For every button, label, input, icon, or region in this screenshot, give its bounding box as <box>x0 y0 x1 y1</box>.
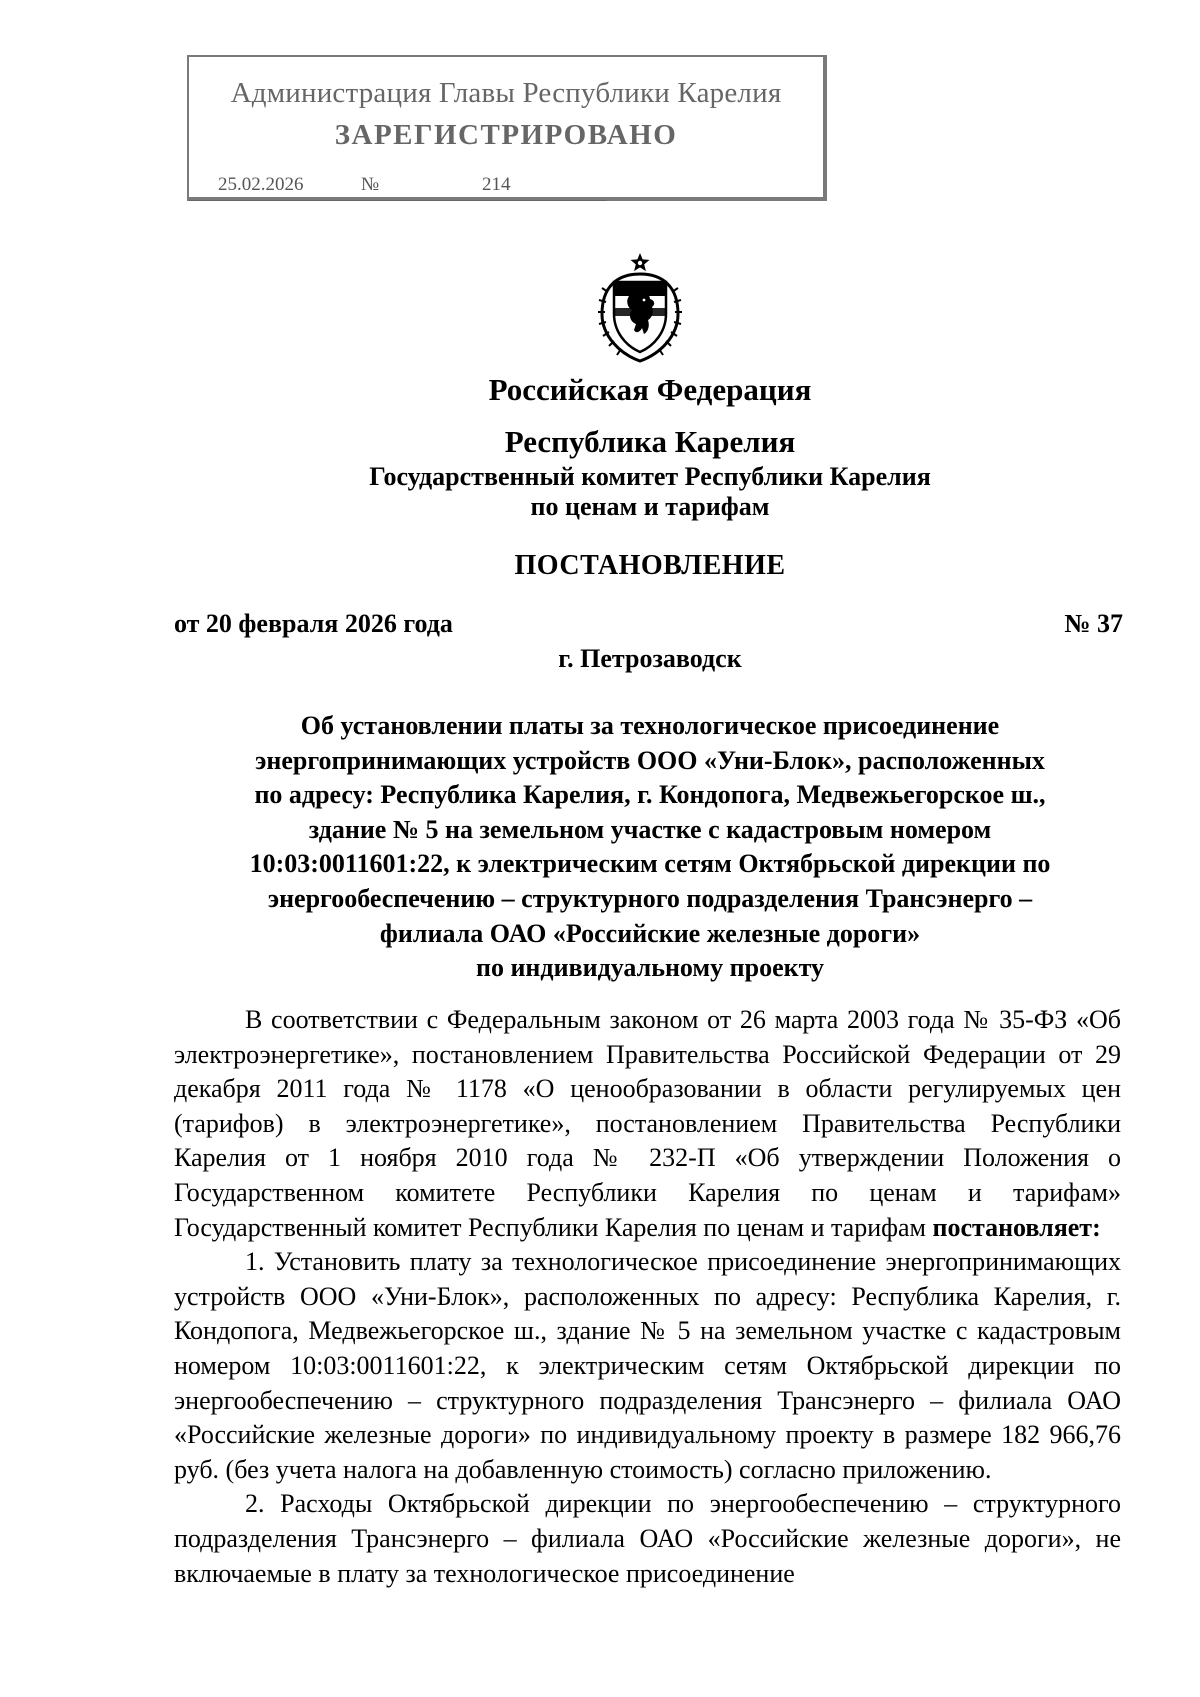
stamp-status: ЗАРЕГИСТРИРОВАНО <box>334 119 678 151</box>
preamble-decree-word: постановляет: <box>932 1212 1101 1242</box>
title-line: энергообеспечению – структурного подразделения Трансэнерго – <box>267 883 1033 913</box>
title-line: Об установлении платы за технологическое присоединение <box>300 711 1000 740</box>
document-city: г. Петрозаводск <box>558 644 742 673</box>
document-number: № 37 <box>1064 609 1123 638</box>
title-line: 10:03:0011601:22, к электрическим сетям Октябрьской дирекции по <box>249 849 1051 879</box>
stamp-number: 214 <box>482 174 511 195</box>
document-type: ПОСТАНОВЛЕНИЕ <box>514 550 786 581</box>
title-line: энергопринимающих устройств ООО «Уни-Блок», расположенных <box>255 745 1045 775</box>
title-line: по адресу: Республика Карелия, г. Кондопога, Медвежьегорское ш., <box>254 780 1046 810</box>
stamp-underline <box>189 200 607 201</box>
country-title: Российская Федерация <box>488 372 812 407</box>
document-date: от 20 февраля 2026 года <box>174 609 453 638</box>
committee-name-line1: Государственный комитет Республики Карелия <box>369 462 931 491</box>
karelia-coat-of-arms-icon <box>594 252 686 364</box>
item-2-paragraph: 2. Расходы Октябрьской дирекции по энергообеспечению – структурного подразделения Трансэнерго – филиала ОАО «Российские железные дороги», не включаемые в плату за технологическое присоединение <box>174 1489 1121 1588</box>
title-line: здание № 5 на земельном участке с кадастровым номером <box>308 814 992 844</box>
republic-title: Республика Карелия <box>504 424 796 459</box>
registration-stamp <box>187 55 827 201</box>
document-title <box>150 709 1150 986</box>
item-1-paragraph: 1. Установить плату за технологическое присоединение энергопринимающих устройств ООО «Уни-Блок», расположенных по адресу: Республика Карелия, г. Кондопога, Медвежьегорское ш., здание № 5 на земельном участке с кадастровым номером 10:03:0011601:22, к электрическим сетям Октябрьской дирекции по энергообеспечению – структурного подразделения Трансэнерго – филиала ОАО «Российские железные дороги» по индивидуальному проекту в размере 182 966,76 руб. (без учета налога на добавленную стоимость) согласно приложению. <box>174 1247 1121 1484</box>
stamp-organization: Администрация Главы Республики Карелия <box>230 77 782 109</box>
preamble-paragraph <box>174 1003 1121 1245</box>
stamp-date: 25.02.2026 <box>218 174 304 195</box>
title-line: по индивидуальному проекту <box>475 953 825 983</box>
document-body <box>174 1003 1121 1591</box>
stamp-number-sign: № <box>361 174 380 195</box>
preamble-text: В соответствии с Федеральным законом от 26 марта 2003 года № 35-ФЗ «Об электроэнергетике», постановлением Правительства Российской Федерации от 29 декабря 2011 года № 1178 «О ценообразовании в области регулируемых цен (тарифов) в электроэнергетике», постановлением Правительства Республики Карелия от 1 ноября 2010 года № 232-П «Об утверждении Положения о Государственном комитете Республики Карелия по ценам и тарифам» Государственный комитет Республики Карелия по ценам и тарифам <box>174 1005 1121 1242</box>
committee-name-line2: по ценам и тарифам <box>530 492 770 521</box>
title-line: филиала ОАО «Российские железные дороги» <box>379 918 921 948</box>
